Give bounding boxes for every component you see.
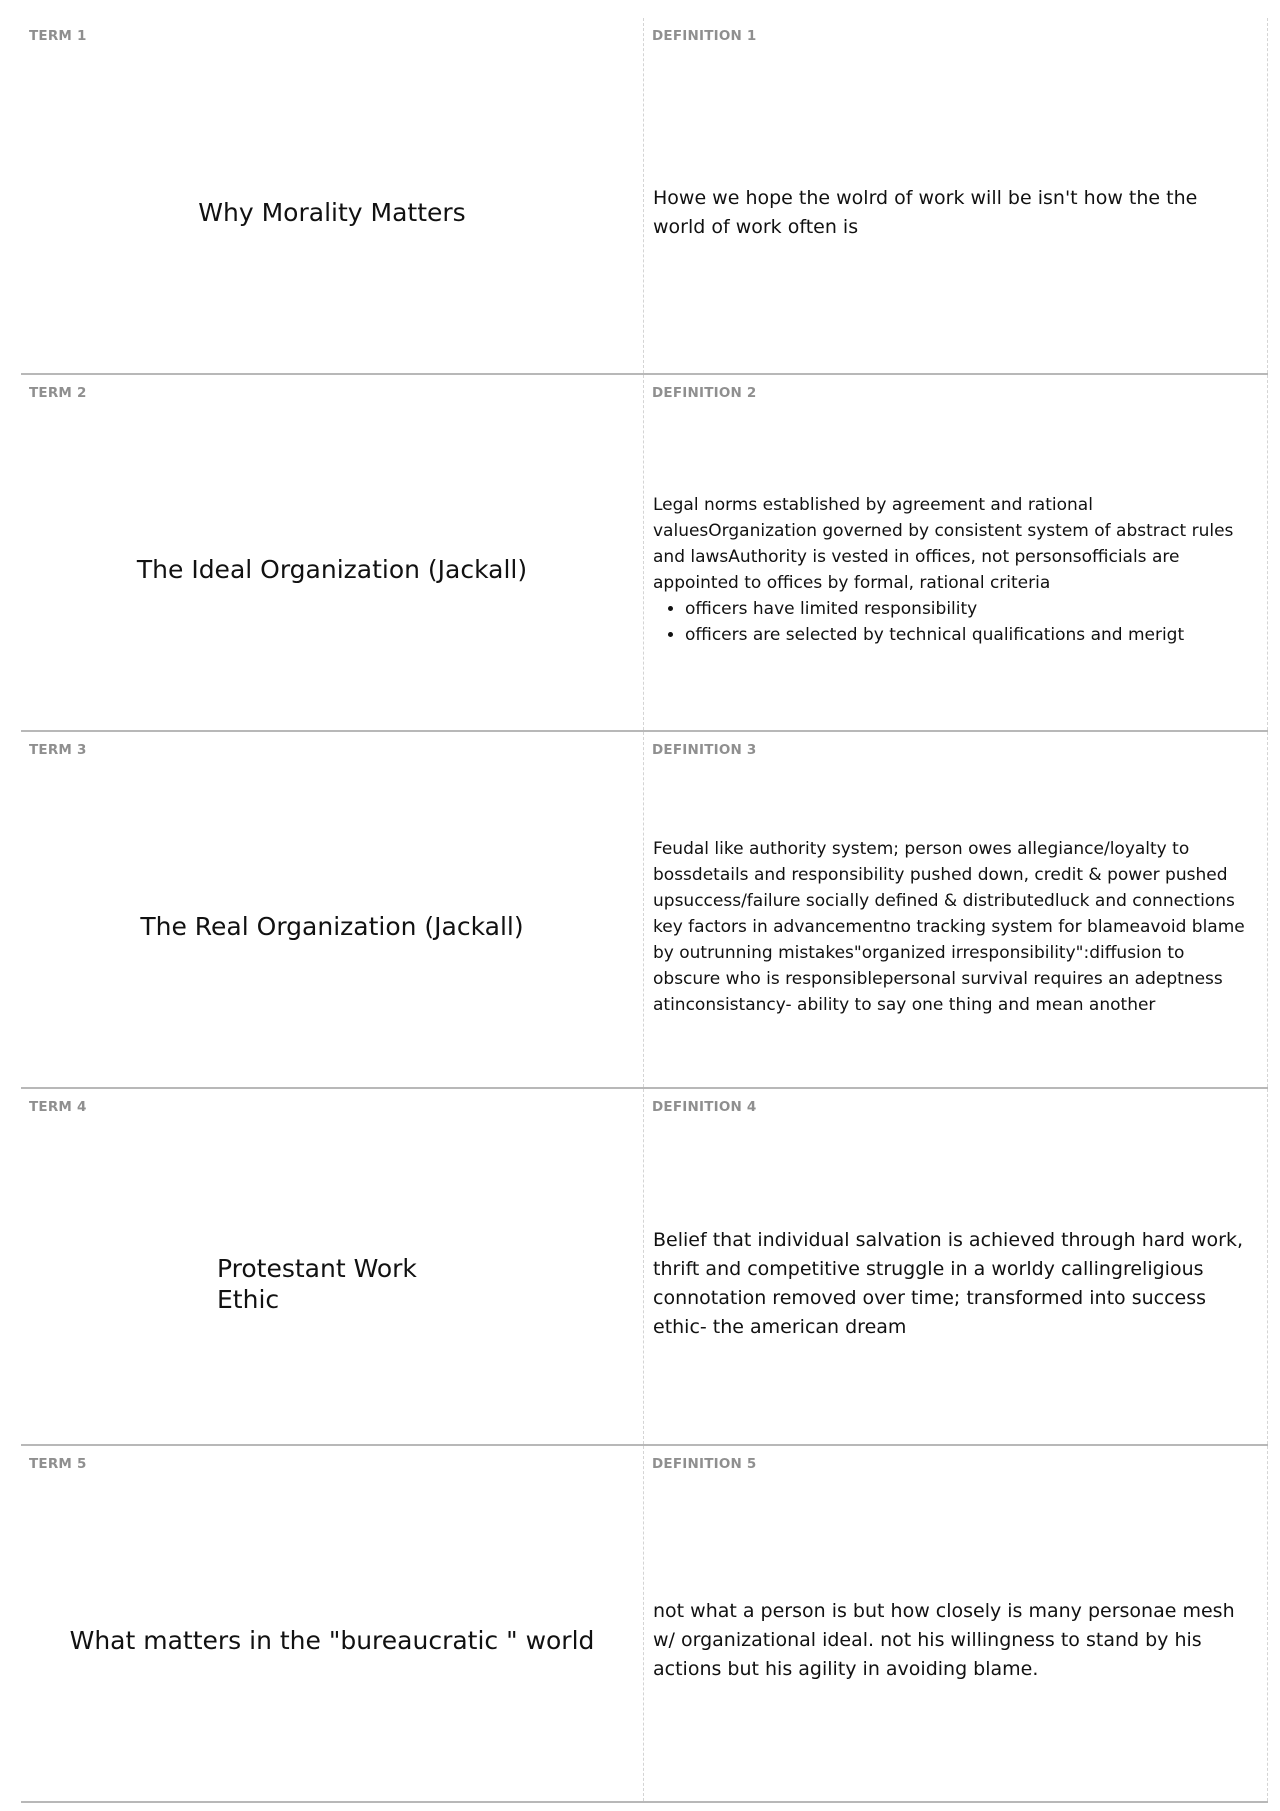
term-label: TERM 5 bbox=[29, 1456, 87, 1472]
definition-bullets bbox=[653, 596, 1253, 648]
definition-body: Feudal like authority system; person owes allegiance/loyalty to bossdetails and responsibility pushed down, credit & power pushed upsuccess/failure socially defined & distributedluck and connections key factors in advancementno tracking system for blameavoid blame by outrunning mistakes"organized irresponsibility":diffusion to obscure who is responsiblepersonal survival requires an adeptness atinconsistancy- ability to say one thing and mean another bbox=[653, 838, 1245, 1015]
card-row-2 bbox=[21, 375, 1268, 732]
term-label: TERM 4 bbox=[29, 1099, 87, 1115]
definition-cell bbox=[644, 375, 1268, 730]
term-cell bbox=[21, 18, 644, 373]
card-row-5 bbox=[21, 1446, 1268, 1803]
definition-cell bbox=[644, 1089, 1268, 1444]
term-text: The Ideal Organization (Jackall) bbox=[136, 555, 528, 584]
definition-body: not what a person is but how closely is many personae mesh w/ organizational ideal. not his willingness to stand by his actions but his agility in avoiding blame. bbox=[653, 1600, 1235, 1680]
card-row-3 bbox=[21, 732, 1268, 1089]
term-body: Protestant Work Ethic bbox=[217, 1253, 417, 1314]
term-label: TERM 3 bbox=[29, 742, 87, 758]
term-cell bbox=[21, 375, 644, 730]
card-row-1 bbox=[21, 18, 1268, 375]
definition-body: Legal norms established by agreement and rational valuesOrganization governed by consistent system of abstract rules and lawsAuthority is vested in offices, not personsofficials are appointed to offices by formal, rational criteria bbox=[653, 494, 1234, 593]
term-cell bbox=[21, 1446, 644, 1801]
definition-label: DEFINITION 1 bbox=[652, 28, 757, 44]
card-row-4 bbox=[21, 1089, 1268, 1446]
term-cell bbox=[21, 1089, 644, 1444]
definition-text bbox=[653, 1123, 1253, 1444]
definition-text bbox=[653, 409, 1253, 730]
definition-text bbox=[653, 766, 1253, 1087]
definition-text bbox=[653, 52, 1253, 373]
term-text: What matters in the "bureaucratic " world bbox=[69, 1626, 595, 1655]
definition-text bbox=[653, 1480, 1253, 1801]
definition-label: DEFINITION 2 bbox=[652, 385, 757, 401]
term-text bbox=[21, 1123, 643, 1444]
definition-cell bbox=[644, 18, 1268, 373]
term-label: TERM 2 bbox=[29, 385, 87, 401]
term-text: The Real Organization (Jackall) bbox=[140, 912, 524, 941]
term-cell bbox=[21, 732, 644, 1087]
term-text: Why Morality Matters bbox=[198, 198, 466, 227]
definition-label: DEFINITION 5 bbox=[652, 1456, 757, 1472]
definition-body: Belief that individual salvation is achieved through hard work, thrift and competitive struggle in a worldy callingreligious connotation removed over time; transformed into success ethic- the american dream bbox=[653, 1228, 1244, 1338]
definition-cell bbox=[644, 1446, 1268, 1801]
definition-cell bbox=[644, 732, 1268, 1087]
term-label: TERM 1 bbox=[29, 28, 87, 44]
bullet-item: • officers are selected by technical qualifications and merigt bbox=[685, 622, 1253, 648]
bullet-item: • officers have limited responsibility bbox=[685, 596, 1253, 622]
flashcard-table bbox=[21, 18, 1268, 1803]
definition-label: DEFINITION 4 bbox=[652, 1099, 757, 1115]
definition-label: DEFINITION 3 bbox=[652, 742, 757, 758]
definition-body: Howe we hope the wolrd of work will be isn't how the the world of work often is bbox=[653, 186, 1198, 238]
